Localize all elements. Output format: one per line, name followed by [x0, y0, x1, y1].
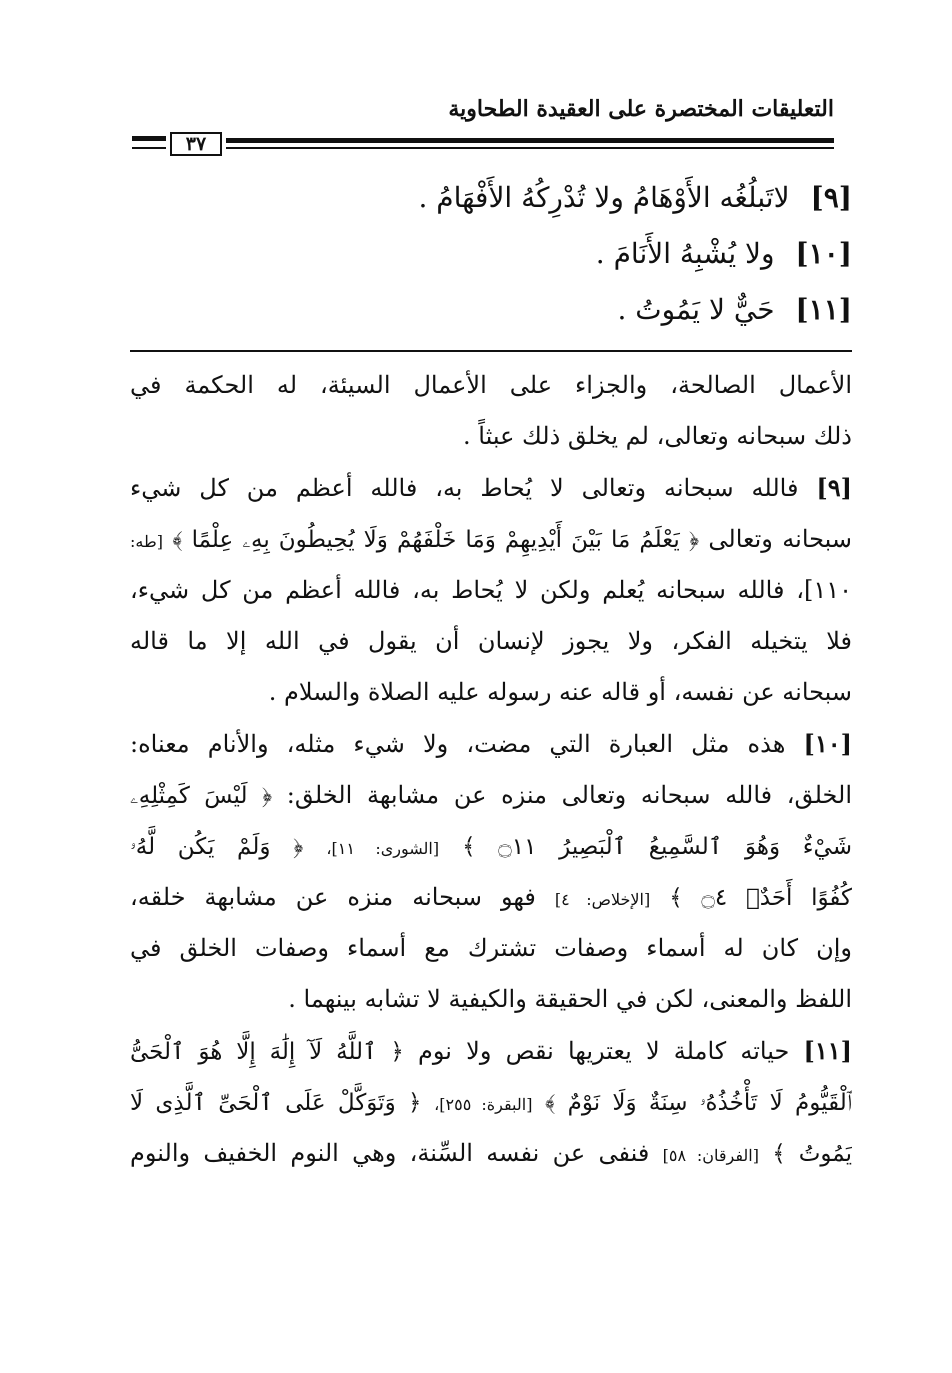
commentary-text: هذه مثل العبارة التي مضت، ولا شيء مثله، والأنام معناه:	[130, 730, 786, 759]
quran-verse: ﴿ وَلَمْ يَكُن لَّهُۥ	[130, 833, 304, 860]
quran-verse: يَمُوتُ ﴾	[772, 1140, 852, 1167]
commentary-line	[130, 872, 852, 923]
commentary-text: فالله سبحانه وتعالى لا يُحاط به، فالله أعظم من كل شيء	[130, 474, 799, 503]
commentary-line	[130, 616, 852, 667]
quran-verse: ﴿ وَتَوَكَّلْ عَلَى ٱلْحَىِّ ٱلَّذِى لَا	[130, 1089, 422, 1116]
matn-sharh-divider	[130, 350, 852, 352]
matn-text: ولا يُشْبِهُ الأَنَامَ .	[595, 237, 775, 270]
quran-verse: ٱلْقَيُّومُ لَا تَأْخُذُهُۥ سِنَةٌ وَلَا نَوْمٌ ﴾	[545, 1089, 852, 1116]
quran-verse: كُفُوًا أَحَدٌۢ ۝٤ ﴾	[669, 884, 852, 911]
quran-verse: ﴿ يَعْلَمُ مَا بَيْنَ أَيْدِيهِمْ وَمَا خَلْفَهُمْ وَلَا يُحِيطُونَ بِهِۦ عِلْمًا ﴾	[172, 526, 700, 553]
comment-number: [١٠]	[803, 729, 852, 759]
commentary-text: فلا يتخيله الفكر، ولا يجوز لإنسان أن يقول في الله إلا ما قاله	[130, 626, 852, 655]
commentary-text: ذلك سبحانه وتعالى، لم يخلق ذلك عبثاً .	[463, 422, 852, 451]
comment-number: [١١]	[803, 1036, 852, 1066]
commentary-text: حياته كاملة لا يعتريها نقص ولا نوم	[418, 1037, 790, 1066]
quran-verse: ﴿ لَيْسَ كَمِثْلِهِۦ	[130, 782, 273, 809]
page-number: ٣٧	[170, 132, 222, 156]
commentary-line	[130, 718, 852, 769]
commentary-text: الخلق، فالله سبحانه وتعالى منزه عن مشابهة الخلق:	[286, 780, 852, 809]
commentary-text: اللفظ والمعنى، لكن في الحقيقة والكيفية لا تشابه بينهما .	[288, 985, 852, 1014]
commentary-text-block	[130, 360, 852, 1179]
verse-reference: [البقرة: ٢٥٥]،	[434, 1094, 533, 1114]
matn-line-11	[232, 282, 852, 338]
commentary-line	[130, 360, 852, 411]
commentary-text: فنفى عن نفسه السِّنة، وهي النوم الخفيف والنوم	[130, 1138, 650, 1167]
header-rule-thin	[226, 147, 834, 149]
running-header-title: التعليقات المختصرة على العقيدة الطحاوية	[448, 96, 834, 122]
header-left-dash-thick	[132, 136, 166, 141]
commentary-line	[130, 1025, 852, 1076]
verse-reference: [الإخلاص: ٤]	[554, 889, 651, 909]
commentary-line	[130, 923, 852, 974]
commentary-text: ١١٠]، فالله سبحانه يُعلم ولكن لا يُحاط به، فالله أعظم من كل شيء،	[130, 575, 852, 604]
matn-text-block	[232, 170, 852, 338]
matn-text: حَيٌّ لا يَمُوتُ .	[617, 293, 775, 326]
commentary-line	[130, 462, 852, 513]
commentary-text: سبحانه وتعالى	[708, 524, 852, 553]
header-rule-thick	[226, 138, 834, 143]
commentary-line	[130, 1128, 852, 1179]
commentary-text: سبحانه عن نفسه، أو قاله عنه رسوله عليه الصلاة والسلام .	[268, 678, 852, 707]
commentary-line	[130, 667, 852, 718]
matn-number: [١١]	[795, 293, 852, 326]
matn-number: [١٠]	[795, 237, 852, 270]
commentary-line	[130, 1077, 852, 1128]
commentary-line	[130, 821, 852, 872]
header-left-dash-thin	[132, 147, 166, 149]
matn-text: لاتَبلُغُه الأَوْهَامُ ولا تُدْرِكُهُ الأَفْهَامُ .	[418, 181, 790, 214]
commentary-line	[130, 974, 852, 1025]
commentary-line	[130, 514, 852, 565]
commentary-line	[130, 565, 852, 616]
verse-reference: [طه:	[130, 531, 163, 551]
matn-line-10	[232, 226, 852, 282]
commentary-line	[130, 411, 852, 462]
comment-number: [٩]	[816, 473, 852, 503]
commentary-text: الأعمال الصالحة، والجزاء على الأعمال السيئة، له الحكمة في	[130, 371, 852, 399]
verse-reference: [الشورى: ١١]،	[326, 838, 440, 858]
quran-verse: شَيْءٌ وَهُوَ ٱلسَّمِيعُ ٱلْبَصِيرُ ۝١١ ﴾	[462, 833, 852, 860]
commentary-text: وإن كان له أسماء وصفات تشترك مع أسماء وصفات الخلق في	[130, 934, 852, 963]
matn-number: [٩]	[810, 181, 852, 214]
quran-verse: ﴿ ٱللَّهُ لَآ إِلَٰهَ إِلَّا هُوَ ٱلْحَىُّ	[130, 1039, 404, 1066]
verse-reference: [الفرقان: ٥٨]	[662, 1145, 759, 1165]
commentary-text: فهو سبحانه منزه عن مشابهة خلقه،	[130, 882, 536, 911]
matn-line-9	[232, 170, 852, 226]
commentary-line	[130, 770, 852, 821]
